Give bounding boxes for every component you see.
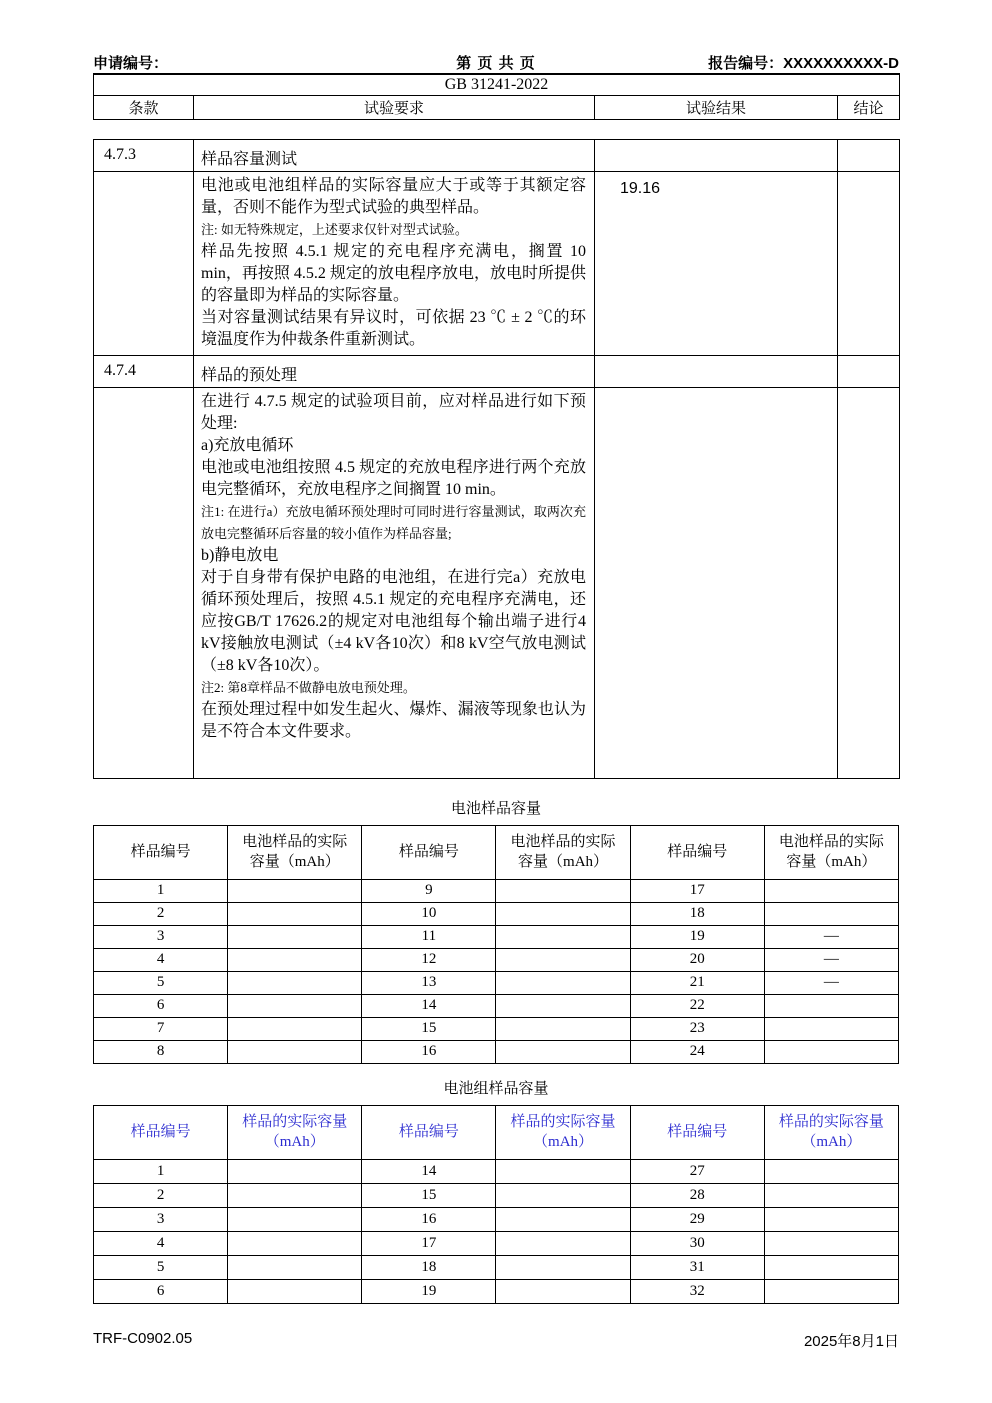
conclusion-cell [838, 139, 900, 171]
sample-id-cell: 3 [94, 1207, 228, 1231]
sample-id-cell: 32 [630, 1279, 764, 1303]
capacity-value-cell [496, 1207, 630, 1231]
requirement-paragraph: 注1: 在进行a）充放电循环预处理时可同时进行容量测试，取两次充放电完整循环后容量的较小值作为样品容量; [201, 503, 586, 541]
capacity-value-cell: — [764, 971, 898, 994]
standard-row [94, 74, 900, 95]
conclusion-cell [838, 355, 900, 387]
capacity-value-cell [496, 1040, 630, 1063]
document-header [93, 50, 899, 73]
result-value [595, 387, 838, 778]
section-4-7-3-title-row [94, 139, 900, 171]
table-row [94, 1255, 899, 1279]
standard-header-table [93, 73, 900, 120]
pack-capacity-table [93, 1105, 899, 1304]
section-4-7-3-content-row [94, 171, 900, 355]
requirement-paragraph: 注: 如无特殊规定，上述要求仅针对型式试验。 [201, 221, 468, 237]
sample-id-cell: 1 [94, 879, 228, 902]
column-header-requirement: 试验要求 [194, 95, 595, 119]
sample-id-header: 样品编号 [630, 1105, 764, 1159]
capacity-value-cell [764, 879, 898, 902]
sample-id-cell: 17 [630, 879, 764, 902]
conclusion-cell [838, 387, 900, 778]
table-row [94, 948, 899, 971]
sample-id-cell: 14 [362, 1159, 496, 1183]
sample-id-cell: 29 [630, 1207, 764, 1231]
sample-id-cell: 4 [94, 948, 228, 971]
capacity-value-cell [764, 994, 898, 1017]
sample-id-cell: 28 [630, 1183, 764, 1207]
sample-id-cell: 9 [362, 879, 496, 902]
requirement-paragraph: 电池或电池组按照 4.5 规定的充放电程序进行两个充放电完整循环，充放电程序之间搁置 10 min。 [201, 458, 586, 498]
capacity-value-cell [228, 1183, 362, 1207]
clause-number: 4.7.3 [94, 139, 194, 171]
capacity-value-cell [228, 925, 362, 948]
pack-table-header-row [94, 1105, 899, 1159]
sample-id-cell: 11 [362, 925, 496, 948]
sample-id-cell: 6 [94, 1279, 228, 1303]
section-4-7-4-title-row [94, 355, 900, 387]
sample-id-cell: 17 [362, 1231, 496, 1255]
table-row [94, 879, 899, 902]
result-value: 19.16 [595, 171, 838, 355]
capacity-value-cell [496, 971, 630, 994]
table-row [94, 1183, 899, 1207]
requirement-paragraph: a)充放电循环 [201, 436, 294, 454]
table-row [94, 1231, 899, 1255]
capacity-value-cell [228, 948, 362, 971]
column-header-conclusion: 结论 [838, 95, 900, 119]
capacity-header: 电池样品的实际容量（mAh） [228, 825, 362, 879]
table-row [94, 925, 899, 948]
capacity-value-cell [496, 1255, 630, 1279]
capacity-header: 电池样品的实际容量（mAh） [764, 825, 898, 879]
sample-id-cell: 30 [630, 1231, 764, 1255]
sample-id-cell: 2 [94, 902, 228, 925]
capacity-value-cell [764, 902, 898, 925]
capacity-value-cell [764, 1017, 898, 1040]
standard-number: GB 31241-2022 [94, 74, 900, 95]
capacity-value-cell [228, 1159, 362, 1183]
sample-id-cell: 27 [630, 1159, 764, 1183]
column-header-row [94, 95, 900, 119]
requirement-text [194, 171, 595, 355]
sample-id-cell: 18 [362, 1255, 496, 1279]
sample-id-header: 样品编号 [94, 1105, 228, 1159]
requirement-text [194, 387, 595, 778]
capacity-value-cell [228, 1255, 362, 1279]
capacity-value-cell [496, 879, 630, 902]
sample-id-header: 样品编号 [362, 1105, 496, 1159]
capacity-value-cell [764, 1159, 898, 1183]
capacity-header: 电池样品的实际容量（mAh） [496, 825, 630, 879]
requirement-paragraph: 样品先按照 4.5.1 规定的充电程序充满电，搁置 10 min，再按照 4.5.2 规定的放电程序放电，放电时所提供的容量即为样品的实际容量。 [201, 242, 586, 304]
battery-capacity-table [93, 825, 899, 1064]
table-row [94, 994, 899, 1017]
table-row [94, 1159, 899, 1183]
page-number-label: 第 页 共 页 [456, 55, 536, 72]
capacity-header: 样品的实际容量（mAh） [764, 1105, 898, 1159]
sample-id-cell: 22 [630, 994, 764, 1017]
capacity-value-cell [496, 1279, 630, 1303]
capacity-value-cell [496, 1231, 630, 1255]
column-header-result: 试验结果 [595, 95, 838, 119]
sample-id-cell: 15 [362, 1183, 496, 1207]
sample-id-cell: 13 [362, 971, 496, 994]
application-number-label: 申请编号： [93, 55, 169, 72]
sample-id-cell: 16 [362, 1040, 496, 1063]
test-requirements-table [93, 139, 900, 779]
capacity-value-cell [228, 1207, 362, 1231]
capacity-value-cell: — [764, 948, 898, 971]
sample-id-cell: 16 [362, 1207, 496, 1231]
page-footer [93, 1330, 899, 1351]
sample-id-cell: 10 [362, 902, 496, 925]
table-row [94, 971, 899, 994]
sample-id-cell: 5 [94, 971, 228, 994]
sample-id-cell: 31 [630, 1255, 764, 1279]
capacity-value-cell [496, 925, 630, 948]
sample-id-cell: 1 [94, 1159, 228, 1183]
sample-id-cell: 19 [362, 1279, 496, 1303]
requirement-paragraph: 注2: 第8章样品不做静电放电预处理。 [201, 679, 416, 695]
sample-id-cell: 3 [94, 925, 228, 948]
requirement-paragraph: 当对容量测试结果有异议时，可依据 23 ℃ ± 2 ℃的环境温度作为仲裁条件重新测试。 [201, 308, 586, 348]
capacity-value-cell [228, 879, 362, 902]
capacity-value-cell [496, 1183, 630, 1207]
requirement-paragraph: 在进行 4.7.5 规定的试验项目前，应对样品进行如下预处理: [201, 392, 586, 432]
capacity-value-cell [764, 1279, 898, 1303]
sample-id-cell: 24 [630, 1040, 764, 1063]
capacity-value-cell [764, 1231, 898, 1255]
sample-id-cell: 18 [630, 902, 764, 925]
capacity-value-cell [228, 971, 362, 994]
table-row [94, 1040, 899, 1063]
sample-id-cell: 2 [94, 1183, 228, 1207]
sample-id-cell: 4 [94, 1231, 228, 1255]
sample-id-cell: 14 [362, 994, 496, 1017]
sample-id-header: 样品编号 [94, 825, 228, 879]
sample-id-cell: 19 [630, 925, 764, 948]
column-header-clause: 条款 [94, 95, 194, 119]
report-number-label: 报告编号：XXXXXXXXXX-D [708, 55, 900, 72]
capacity-value-cell [228, 1231, 362, 1255]
sample-id-cell: 6 [94, 994, 228, 1017]
capacity-value-cell [764, 1183, 898, 1207]
sample-id-cell: 21 [630, 971, 764, 994]
capacity-value-cell [764, 1207, 898, 1231]
result-cell [595, 355, 838, 387]
capacity-value-cell: — [764, 925, 898, 948]
capacity-value-cell [228, 1279, 362, 1303]
table-row [94, 1279, 899, 1303]
capacity-header: 样品的实际容量（mAh） [496, 1105, 630, 1159]
clause-number: 4.7.4 [94, 355, 194, 387]
battery-capacity-table-title: 电池样品容量 [450, 800, 541, 817]
section-title: 样品的预处理 [194, 355, 595, 387]
capacity-value-cell [764, 1040, 898, 1063]
section-4-7-4-content-row [94, 387, 900, 778]
pack-capacity-table-title: 电池组样品容量 [443, 1080, 549, 1097]
sample-id-cell: 23 [630, 1017, 764, 1040]
sample-id-header: 样品编号 [362, 825, 496, 879]
capacity-value-cell [496, 1017, 630, 1040]
sample-id-cell: 7 [94, 1017, 228, 1040]
sample-id-cell: 8 [94, 1040, 228, 1063]
section-title: 样品容量测试 [194, 139, 595, 171]
table-row [94, 1017, 899, 1040]
sample-id-cell: 15 [362, 1017, 496, 1040]
capacity-value-cell [496, 948, 630, 971]
capacity-value-cell [228, 902, 362, 925]
requirement-paragraph: 电池或电池组样品的实际容量应大于或等于其额定容量，否则不能作为型式试验的典型样品。 [201, 176, 586, 216]
capacity-value-cell [496, 994, 630, 1017]
requirement-paragraph: b)静电放电 [201, 546, 279, 564]
result-cell [595, 139, 838, 171]
capacity-value-cell [764, 1255, 898, 1279]
sample-id-cell: 5 [94, 1255, 228, 1279]
form-code: TRF-C0902.05 [93, 1329, 193, 1347]
report-date: 2025年8月1日 [803, 1332, 899, 1350]
capacity-value-cell [228, 1040, 362, 1063]
sample-id-cell: 20 [630, 948, 764, 971]
sample-id-cell: 12 [362, 948, 496, 971]
capacity-header: 样品的实际容量（mAh） [228, 1105, 362, 1159]
clause-cell-empty [94, 387, 194, 778]
requirement-paragraph: 对于自身带有保护电路的电池组，在进行完a）充放电循环预处理后，按照 4.5.1 规定的充电程序充满电，还应按GB/T 17626.2的规定对电池组每个输出端子进行4 kV接触放电测试（±4 kV各10次）和8 kV空气放电测试（±8 kV各10次）。 [201, 568, 586, 674]
sample-id-header: 样品编号 [630, 825, 764, 879]
capacity-value-cell [496, 1159, 630, 1183]
capacity-value-cell [496, 902, 630, 925]
capacity-value-cell [228, 994, 362, 1017]
capacity-value-cell [228, 1017, 362, 1040]
table-row [94, 1207, 899, 1231]
requirement-paragraph: 在预处理过程中如发生起火、爆炸、漏液等现象也认为是不符合本文件要求。 [201, 700, 586, 740]
battery-table-header-row [94, 825, 899, 879]
table-row [94, 902, 899, 925]
conclusion-cell [838, 171, 900, 355]
clause-cell-empty [94, 171, 194, 355]
